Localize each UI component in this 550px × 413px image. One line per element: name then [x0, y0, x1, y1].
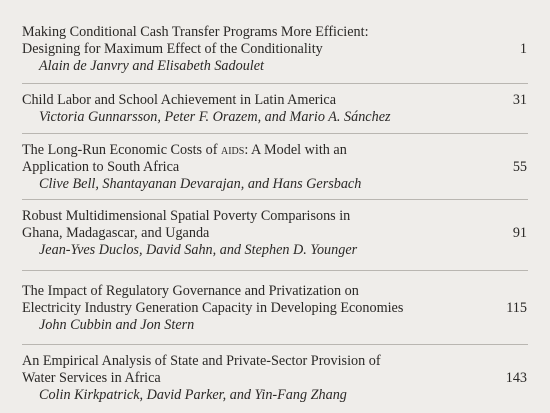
article-authors: Colin Kirkpatrick, David Parker, and Yin-Fang Zhang [39, 387, 347, 403]
toc-entry [22, 142, 528, 193]
toc-entry [22, 353, 528, 404]
toc-entry [22, 283, 528, 334]
page-number: 31 [512, 92, 527, 108]
page-number: 115 [506, 300, 527, 316]
divider [22, 344, 528, 345]
page-number: 55 [512, 159, 527, 175]
article-authors: Victoria Gunnarsson, Peter F. Orazem, and Mario A. Sánchez [39, 109, 391, 125]
article-title-line: Electricity Industry Generation Capacity in Developing Economies [22, 300, 404, 316]
article-title-line: Water Services in Africa [22, 370, 161, 386]
page-number: 143 [505, 370, 527, 386]
toc-entry [22, 24, 528, 75]
toc-entry [22, 208, 528, 259]
page-number: 91 [512, 225, 527, 241]
acronym-smallcaps: aids [221, 142, 245, 158]
article-title-line: Making Conditional Cash Transfer Programs More Efficient: [22, 24, 369, 40]
article-title-line: Robust Multidimensional Spatial Poverty Comparisons in [22, 208, 351, 224]
article-title-line: Application to South Africa [22, 159, 180, 175]
article-title-line: Designing for Maximum Effect of the Conditionality [22, 41, 323, 57]
article-authors: Alain de Janvry and Elisabeth Sadoulet [39, 58, 264, 74]
article-authors: Clive Bell, Shantayanan Devarajan, and Hans Gersbach [39, 176, 362, 192]
article-title-line: An Empirical Analysis of State and Private-Sector Provision of [22, 353, 381, 369]
divider [22, 83, 528, 84]
divider [22, 133, 528, 134]
article-title-line: Child Labor and School Achievement in Latin America [22, 92, 337, 108]
page-number: 1 [519, 41, 527, 57]
article-authors: Jean-Yves Duclos, David Sahn, and Stephen D. Younger [39, 242, 358, 258]
toc-entry [22, 92, 528, 126]
article-title-line: The Long-Run Economic Costs of aids: A Model with an [22, 142, 347, 158]
article-authors: John Cubbin and Jon Stern [39, 317, 195, 333]
divider [22, 270, 528, 271]
article-title-line: Ghana, Madagascar, and Uganda [22, 225, 210, 241]
article-title-line: The Impact of Regulatory Governance and Privatization on [22, 283, 359, 299]
divider [22, 199, 528, 200]
